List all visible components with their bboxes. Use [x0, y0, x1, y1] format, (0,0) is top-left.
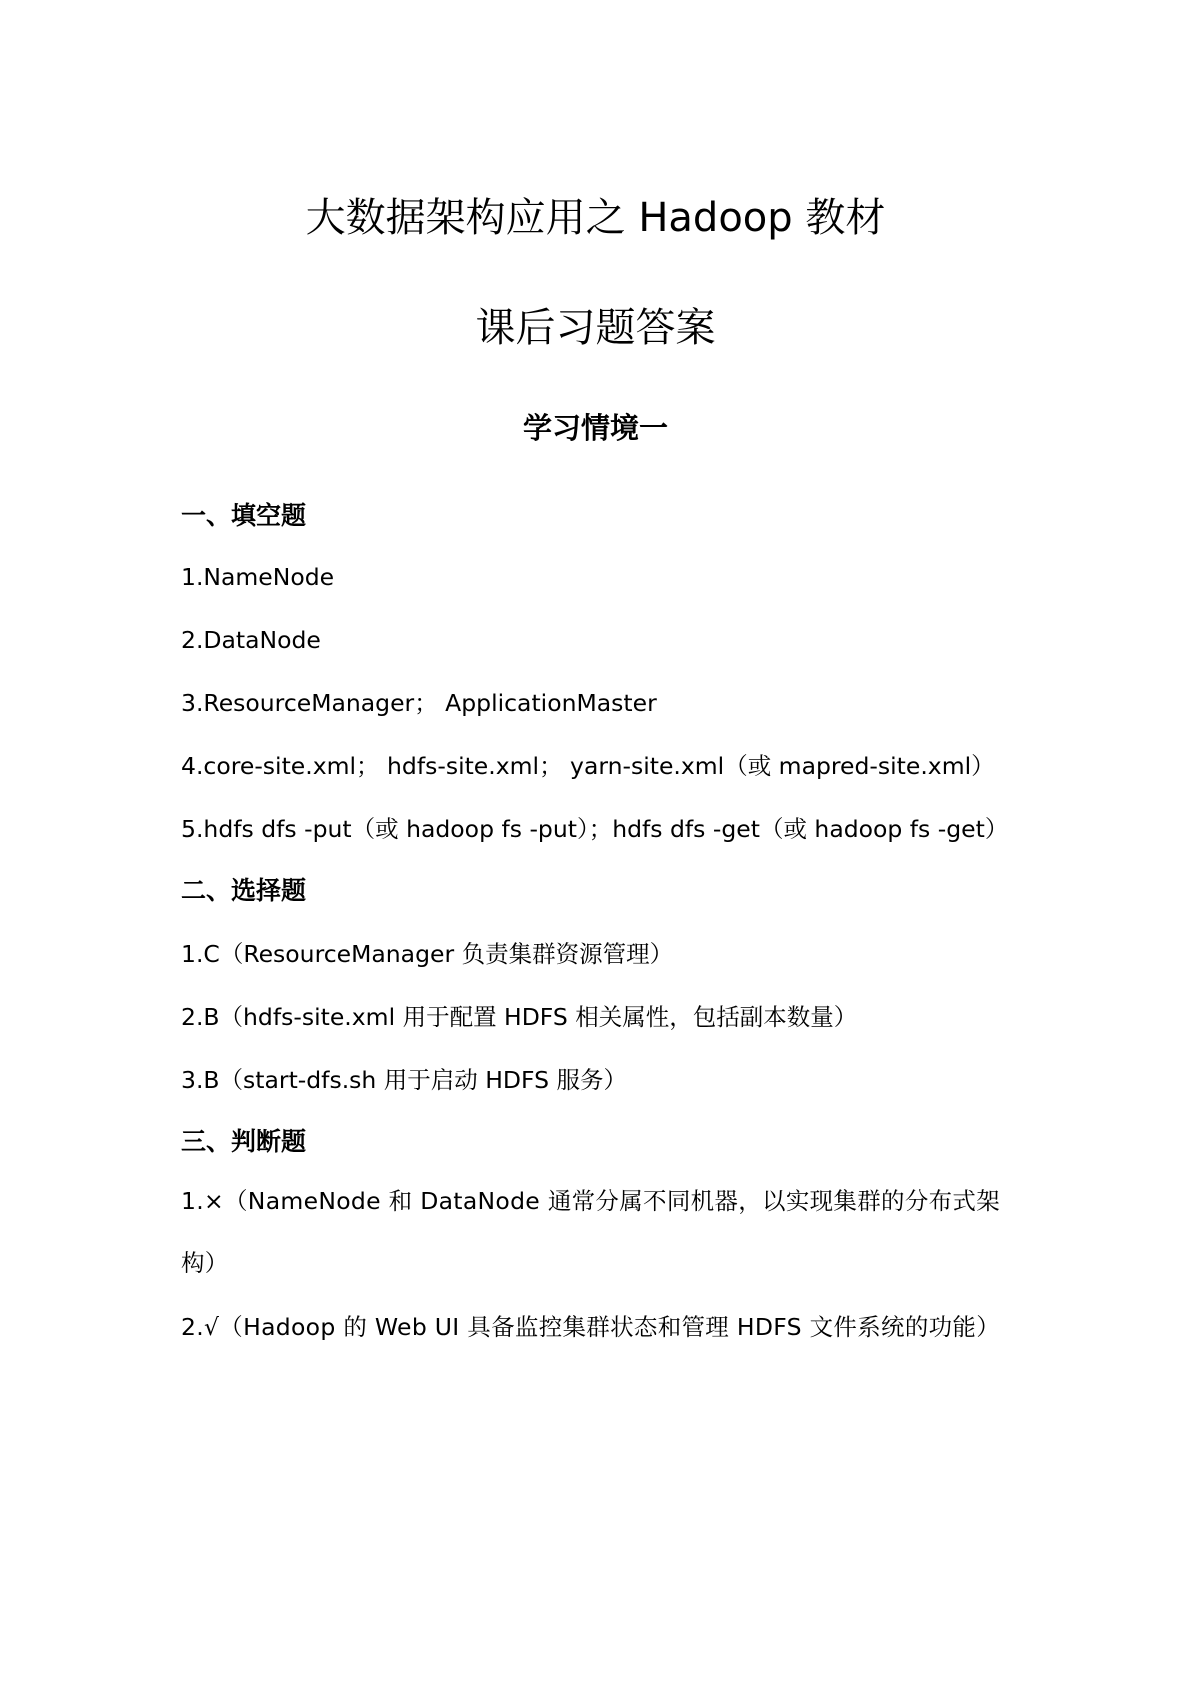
choice-answer-1: 1.C（ResourceManager 负责集群资源管理）: [181, 940, 674, 968]
choice-answer-3: 3.B（start-dfs.sh 用于启动 HDFS 服务）: [181, 1066, 627, 1094]
true-false-answer-2: 2.√（Hadoop 的 Web UI 具备监控集群状态和管理 HDFS 文件系统的功能）: [181, 1313, 1001, 1341]
section-group-title: 学习情境一: [522, 411, 668, 445]
fill-in-answer-4: 4.core-site.xml； hdfs-site.xml； yarn-site.xml（或 mapred-site.xml）: [181, 752, 995, 780]
multiple-choice-heading: 二、选择题: [181, 876, 307, 905]
choice-answer-2: 2.B（hdfs-site.xml 用于配置 HDFS 相关属性，包括副本数量）: [181, 1003, 858, 1031]
fill-in-answer-5: 5.hdfs dfs -put（或 hadoop fs -put）；hdfs dfs -get（或 hadoop fs -get）: [181, 815, 1009, 843]
document-title-line-2: 课后习题答案: [475, 305, 716, 351]
true-false-heading: 三、判断题: [181, 1127, 307, 1156]
fill-in-answer-3: 3.ResourceManager； ApplicationMaster: [181, 689, 657, 717]
fill-in-blank-heading: 一、填空题: [181, 501, 307, 530]
true-false-answer-1: 1.×（NameNode 和 DataNode 通常分属不同机器，以实现集群的分布式架构）: [181, 1187, 1001, 1277]
document-title: 大数据架构应用之 Hadoop 教材: [305, 195, 886, 241]
fill-in-answer-2: 2.DataNode: [181, 626, 321, 654]
fill-in-answer-1: 1.NameNode: [181, 563, 335, 591]
